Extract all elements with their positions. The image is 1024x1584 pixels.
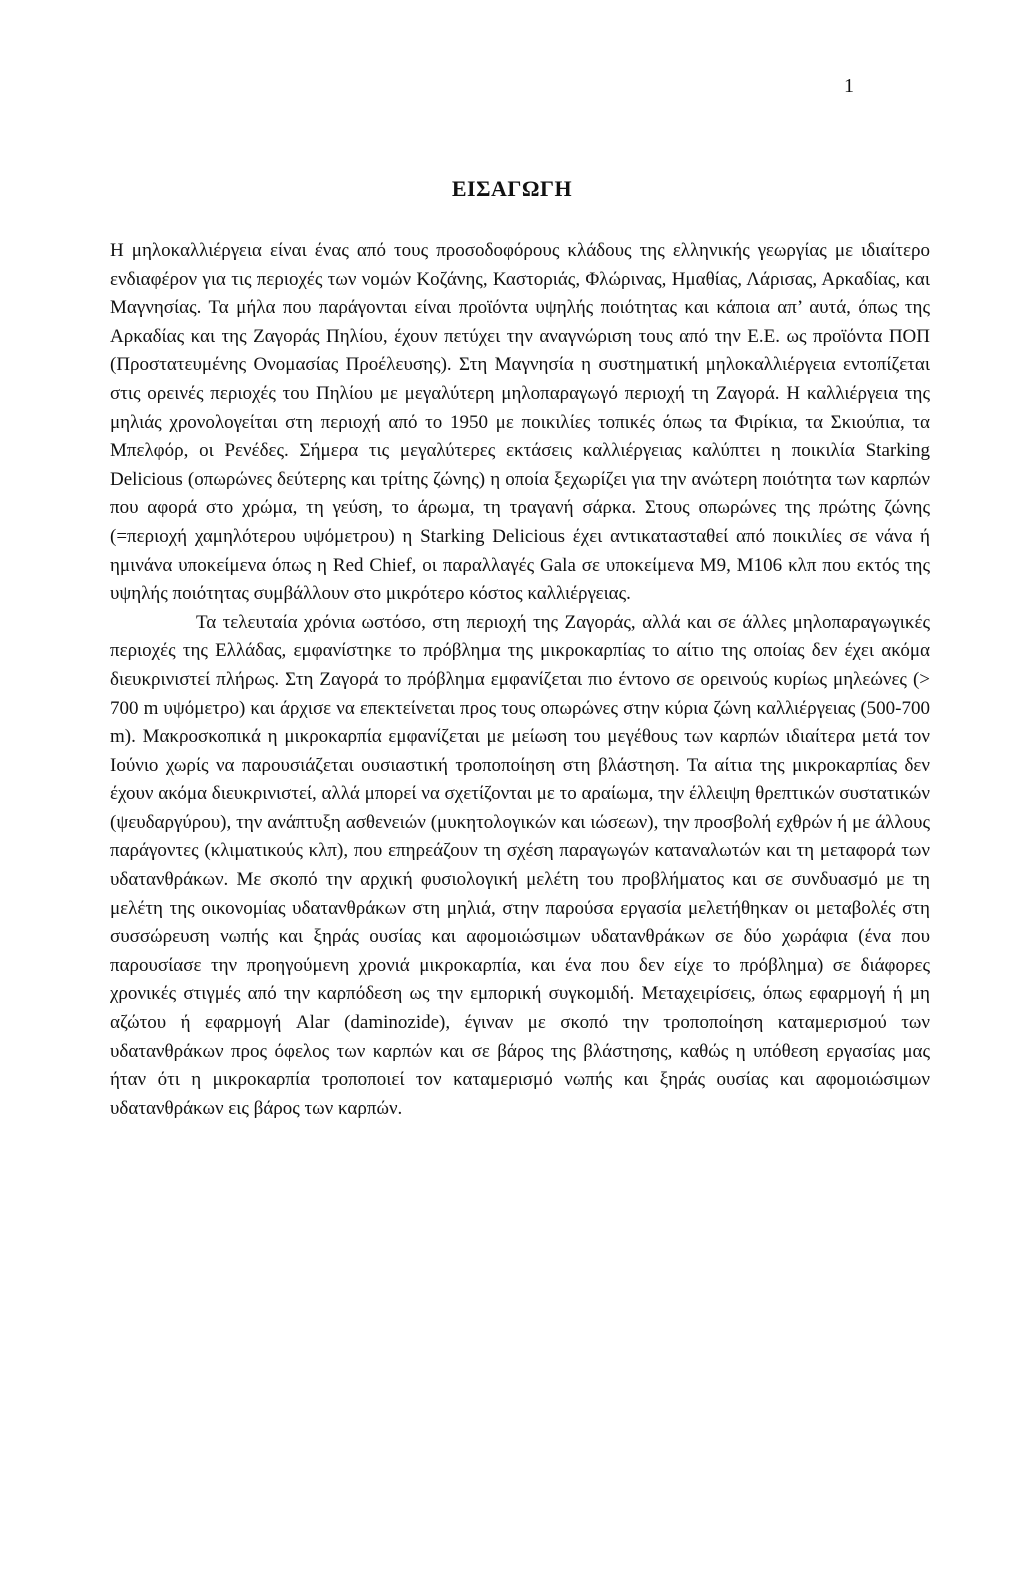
page-number: 1 [844,75,854,97]
section-title: ΕΙΣΑΓΩΓΗ [451,176,573,201]
paragraph-intro: Η μηλοκαλλιέργεια είναι ένας από τους προσοδοφόρους κλάδους της ελληνικής γεωργίας με ιδιαίτερο ενδιαφέρον για τις περιοχές των νομών Κοζάνης, Καστοριάς, Φλώρινας, Ημαθίας, Λάρισας, Αρκαδίας, και Μαγνησίας. Τα μήλα που παράγονται είναι προϊόντα υψηλής ποιότητας και κάποια απ’ αυτά, όπως της Αρκαδίας και της Ζαγοράς Πηλίου, έχουν πετύχει την αναγνώριση τους από την Ε.Ε. ως προϊόντα ΠΟΠ (Προστατευμένης Ονομασίας Προέλευσης). Στη Μαγνησία η συστηματική μηλοκαλλιέργεια εντοπίζεται στις ορεινές περιοχές του Πηλίου με μεγαλύτερη μηλοπαραγωγό περιοχή τη Ζαγορά. Η καλλιέργεια της μηλιάς χρονολογείται στη περιοχή από το 1950 με ποικιλίες τοπικές όπως τα Φιρίκια, τα Σκιούπια, τα Μπελφόρ, οι Ρενέδες. Σήμερα τις μεγαλύτερες εκτάσεις καλλιέργειας καλύπτει η ποικιλία Starking Delicious (οπωρώνες δεύτερης και τρίτης ζώνης) η οποία ξεχωρίζει για την ανώτερη ποιότητα των καρπών που αφορά στο χρώμα, τη γεύση, το άρωμα, τη τραγανή σάρκα. Στους οπωρώνες της πρώτης ζώνης (=περιοχή χαμηλότερου υψόμετρου) η Starking Delicious έχει αντικατασταθεί από ποικιλίες σε νάνα ή ημινάνα υποκείμενα όπως η Red Chief, οι παραλλαγές Gala σε υποκείμενα M9, M106 κλπ που εκτός της υψηλής ποιότητας συμβάλλουν στο μικρότερο κόστος καλλιέργειας. [110,240,930,605]
body-text [110,237,930,1123]
paragraph-microcarpy: Τα τελευταία χρόνια ωστόσο, στη περιοχή της Ζαγοράς, αλλά και σε άλλες μηλοπαραγωγικές περιοχές της Ελλάδας, εμφανίστηκε το πρόβλημα της μικροκαρπίας το αίτιο της οποίας δεν έχει ακόμα διευκρινιστεί πλήρως. Στη Ζαγορά το πρόβλημα εμφανίζεται πιο έντονο σε ορεινούς κυρίως μηλεώνες (> 700 m υψόμετρο) και άρχισε να επεκτείνεται προς τους οπωρώνες στην κύρια ζώνη καλλιέργειας (500-700 m). Μακροσκοπικά η μικροκαρπία εμφανίζεται με μείωση του μεγέθους των καρπών ιδιαίτερα μετά τον Ιούνιο χωρίς να παρουσιάζεται ουσιαστική τροποποίηση στη βλάστηση. Τα αίτια της μικροκαρπίας δεν έχουν ακόμα διευκρινιστεί, αλλά μπορεί να σχετίζονται με το αραίωμα, την έλλειψη θρεπτικών συστατικών (ψευδαργύρου), την ανάπτυξη ασθενειών (μυκητολογικών και ιώσεων), την προσβολή εχθρών ή με άλλους παράγοντες (κλιματικούς κλπ), που επηρεάζουν τη σχέση παραγωγών καταναλωτών και τη μεταφορά των υδατανθράκων. Με σκοπό την αρχική φυσιολογική μελέτη του προβλήματος και σε συνδυασμό με τη μελέτη της οικονομίας υδατανθράκων στη μηλιά, στην παρούσα εργασία μελετήθηκαν οι μεταβολές στη συσσώρευση νωπής και ξηράς ουσίας και αφομοιώσιμων υδατανθράκων σε δύο χωράφια (ένα που παρουσίασε την προηγούμενη χρονιά μικροκαρπία, και ένα που δεν είχε το πρόβλημα) σε διάφορες χρονικές στιγμές από την καρπόδεση ως την εμπορική συγκομιδή. Μεταχειρίσεις, όπως εφαρμογή ή μη αζώτου ή εφαρμογή Alar (daminozide), έγιναν με σκοπό την τροποποίηση καταμερισμού των υδατανθράκων προς όφελος των καρπών και σε βάρος της βλάστησης, καθώς η υπόθεση εργασίας μας ήταν ότι η μικροκαρπία τροποποιεί τον καταμερισμό νωπής και ξηράς ουσίας και αφομοιώσιμων υδατανθράκων εις βάρος των καρπών. [110,611,930,1119]
